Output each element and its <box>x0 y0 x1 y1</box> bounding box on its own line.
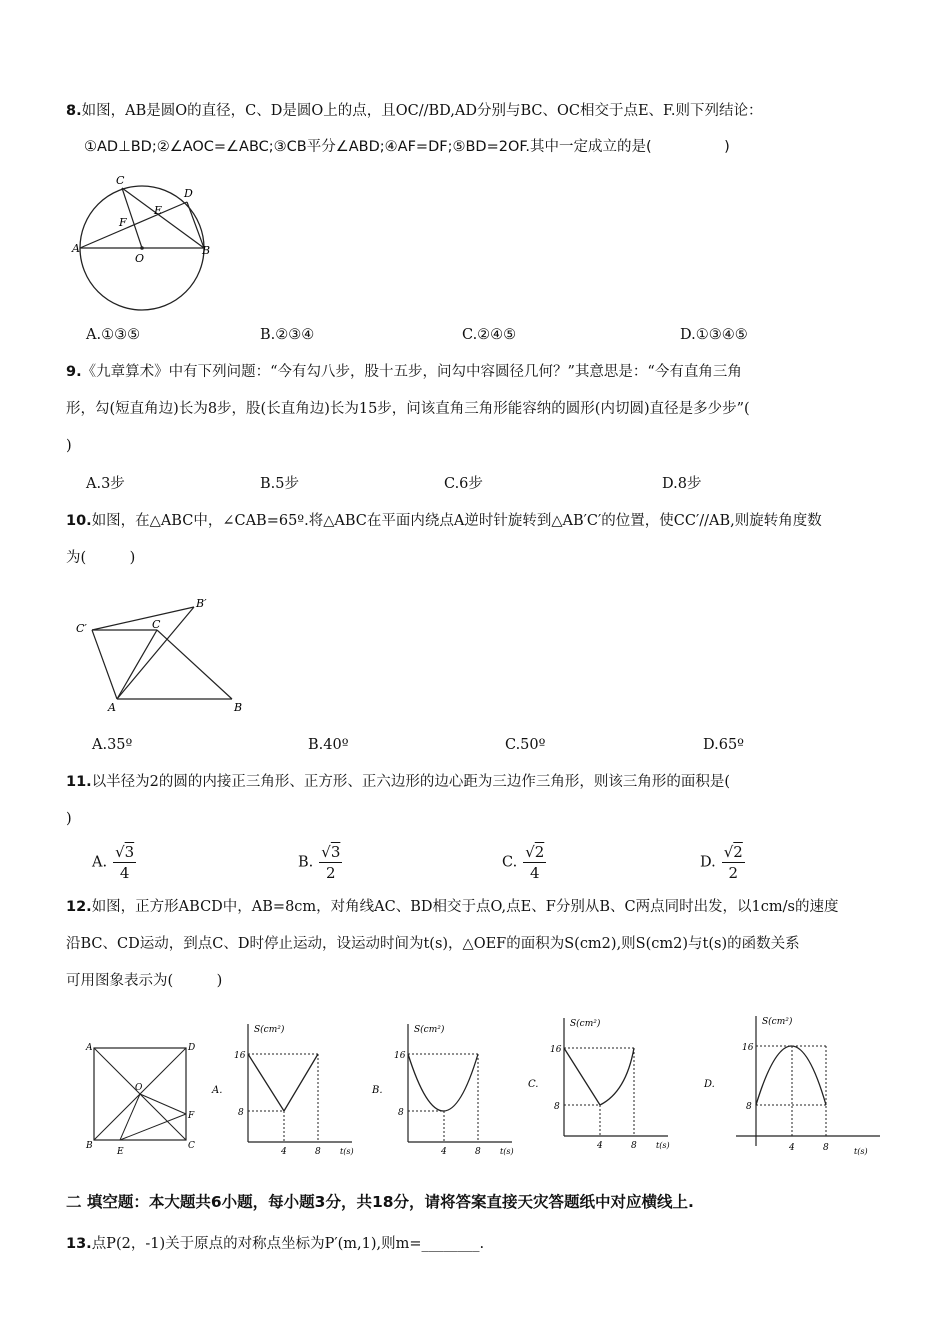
q8-label-a: A <box>72 242 80 255</box>
svg-text:8: 8 <box>398 1108 404 1118</box>
q12-line1: 12.如图，正方形ABCD中，AB=8cm，对角线AC、BD相交于点O,点E、F分别从B、C两点同时出发，以1cm/s的速度 <box>66 899 839 915</box>
q12-graph-c[interactable] <box>528 1012 668 1152</box>
svg-text:16: 16 <box>550 1045 562 1055</box>
q9-option-c[interactable]: C.6步 <box>444 476 483 492</box>
q8-option-b[interactable]: B.②③④ <box>260 327 315 343</box>
q11-option-b[interactable]: B. $\frac{√3}{2}$ <box>298 843 341 882</box>
q8-label-e: E <box>154 204 163 217</box>
q12-square-figure <box>84 1040 204 1160</box>
q9-option-a[interactable]: A.3步 <box>86 476 125 492</box>
q8-conclusions: ①AD⊥BD;②∠AOC=∠ABC;③CB平分∠ABD;④AF=DF;⑤BD=2OF.其中一定成立的是( ) <box>84 139 730 155</box>
q8-label-o: O <box>135 252 145 265</box>
q10-option-c[interactable]: C.50º <box>505 737 546 753</box>
q11-option-c[interactable]: C. $\frac{√2}{4}$ <box>502 843 545 882</box>
q10-line1: 10.如图，在△ABC中，∠CAB=65º.将△ABC在平面内绕点A逆时针旋转到△AB′C′的位置，使CC′//AB,则旋转角度数 <box>66 513 822 529</box>
svg-text:8: 8 <box>315 1147 321 1157</box>
svg-text:16: 16 <box>394 1051 406 1061</box>
q10-label-b: B <box>234 701 243 714</box>
q12-graph-d[interactable] <box>704 1012 884 1156</box>
q8-circle-figure <box>72 172 212 312</box>
q10-line2: 为( ) <box>66 550 136 566</box>
q8-label-b: B <box>202 244 211 257</box>
svg-text:8: 8 <box>631 1141 637 1151</box>
svg-text:4: 4 <box>597 1141 603 1151</box>
q11-option-d[interactable]: D. $\frac{√2}{2}$ <box>700 843 743 882</box>
svg-text:S(cm²): S(cm²) <box>570 1019 601 1029</box>
q12-line3: 可用图象表示为( ) <box>66 973 223 989</box>
q10-label-c: C <box>152 618 161 631</box>
q9-line2: 形，勾(短直角边)长为8步，股(长直角边)长为15步，问该直角三角形能容纳的圆形(内切圆)直径是多少步”( <box>66 401 750 417</box>
q9-line3: ) <box>66 438 72 454</box>
svg-text:B.: B. <box>372 1085 383 1096</box>
svg-text:S(cm²): S(cm²) <box>762 1017 793 1027</box>
svg-text:4: 4 <box>789 1143 795 1153</box>
svg-text:8: 8 <box>823 1143 829 1153</box>
svg-text:8: 8 <box>475 1147 481 1157</box>
q11-option-a[interactable]: A. $\frac{√3}{4}$ <box>92 843 135 882</box>
q13-text: 13.点P(2，-1)关于原点的对称点坐标为P′(m,1),则m=________. <box>66 1236 485 1252</box>
q12-label-f: F <box>188 1111 195 1121</box>
q9-option-b[interactable]: B.5步 <box>260 476 299 492</box>
svg-text:A.: A. <box>212 1085 223 1096</box>
q12-label-o: O <box>135 1083 143 1093</box>
q8-option-c[interactable]: C.②④⑤ <box>462 327 517 343</box>
svg-text:t(s): t(s) <box>656 1141 670 1150</box>
svg-text:8: 8 <box>238 1108 244 1118</box>
q12-label-a: A <box>86 1043 93 1053</box>
q10-option-b[interactable]: B.40º <box>308 737 349 753</box>
q11-line1: 11.以半径为2的圆的内接正三角形、正方形、正六边形的边心距为三边作三角形，则该三角形的面积是( <box>66 774 731 790</box>
svg-text:t(s): t(s) <box>340 1147 354 1156</box>
q10-label-cp: C′ <box>76 622 87 635</box>
svg-text:t(s): t(s) <box>500 1147 514 1156</box>
q10-label-a: A <box>108 701 116 714</box>
q10-option-a[interactable]: A.35º <box>92 737 133 753</box>
svg-text:D.: D. <box>704 1079 715 1090</box>
q8-stem: 8.如图，AB是圆O的直径，C、D是圆O上的点，且OC//BD,AD分别与BC、OC相交于点E、F.则下列结论： <box>66 103 763 119</box>
q10-rotation-figure <box>72 595 252 715</box>
svg-text:t(s): t(s) <box>854 1147 868 1156</box>
section-2-heading: 二 填空题：本大题共6小题，每小题3分，共18分，请将答案直接天灾答题纸中对应横线上. <box>66 1193 694 1211</box>
svg-text:16: 16 <box>234 1051 246 1061</box>
q8-label-f: F <box>119 216 127 229</box>
q12-label-c: C <box>188 1141 195 1151</box>
q10-label-bp: B′ <box>196 597 207 610</box>
svg-text:C.: C. <box>528 1079 539 1090</box>
q8-option-a[interactable]: A.①③⑤ <box>86 327 141 343</box>
q10-option-d[interactable]: D.65º <box>703 737 744 753</box>
svg-text:4: 4 <box>441 1147 447 1157</box>
q11-line2: ) <box>66 811 72 827</box>
q8-option-d[interactable]: D.①③④⑤ <box>680 327 748 343</box>
svg-text:8: 8 <box>554 1102 560 1112</box>
q12-label-d: D <box>188 1043 196 1053</box>
svg-text:4: 4 <box>281 1147 287 1157</box>
q12-label-e: E <box>117 1147 124 1157</box>
q12-graph-a[interactable] <box>212 1018 352 1158</box>
q8-label-c: C <box>116 174 125 187</box>
q9-line1: 9.《九章算术》中有下列问题：“今有勾八步，股十五步，问勾中容圆径几何？”其意思是：“今有直角三角 <box>66 364 742 380</box>
q8-label-d: D <box>184 187 193 200</box>
svg-text:16: 16 <box>742 1043 754 1053</box>
q9-option-d[interactable]: D.8步 <box>662 476 702 492</box>
svg-text:S(cm²): S(cm²) <box>414 1025 445 1035</box>
svg-text:S(cm²): S(cm²) <box>254 1025 285 1035</box>
q12-line2: 沿BC、CD运动，到点C、D时停止运动，设运动时间为t(s)，△OEF的面积为S(cm2),则S(cm2)与t(s)的函数关系 <box>66 936 800 952</box>
svg-text:8: 8 <box>746 1102 752 1112</box>
q12-graph-b[interactable] <box>372 1018 512 1158</box>
q12-label-b: B <box>86 1141 93 1151</box>
